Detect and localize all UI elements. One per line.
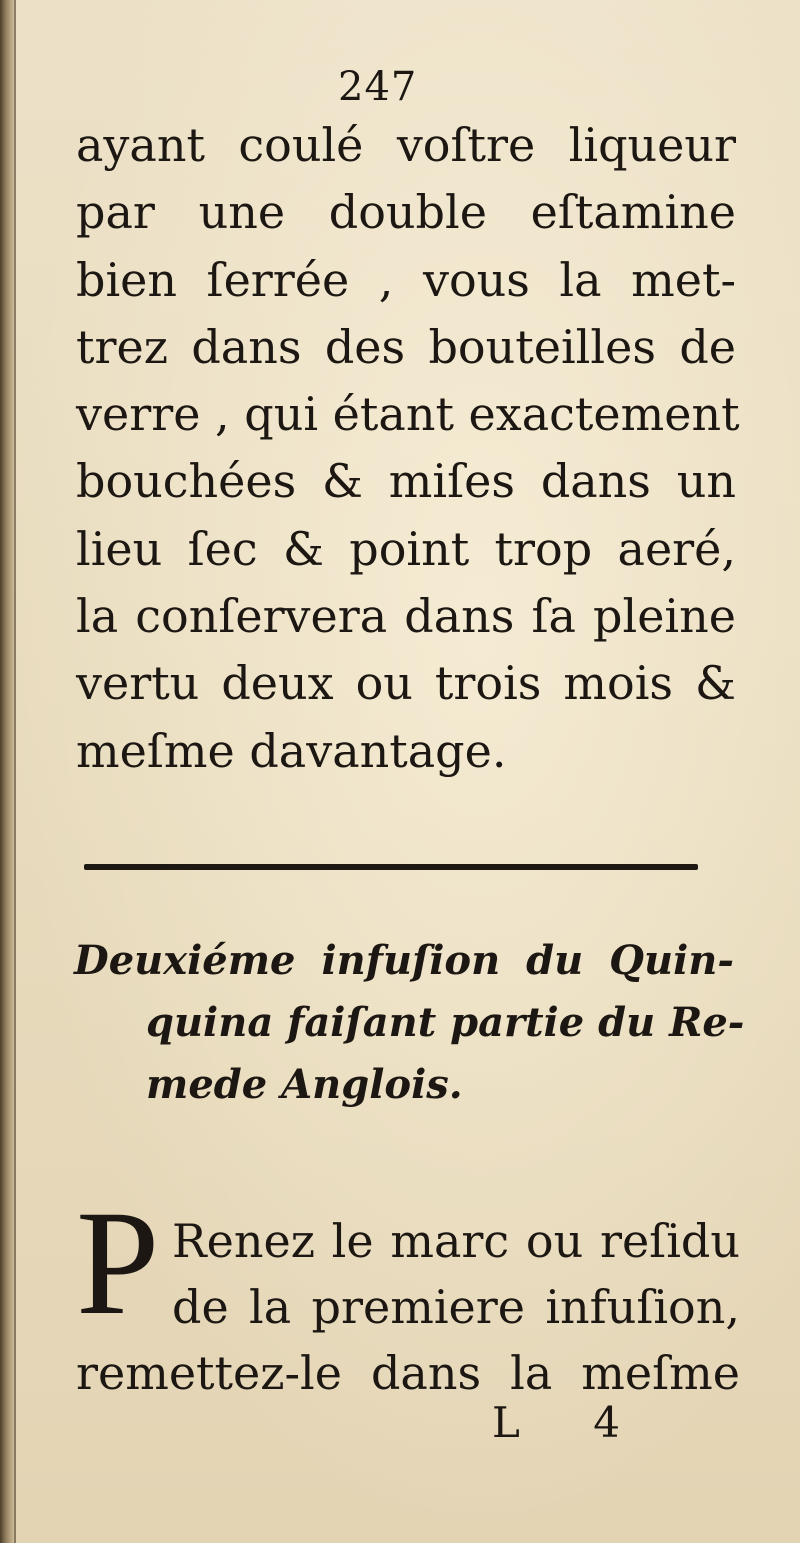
text-line: bien ſerrée , vous la met- <box>76 252 736 307</box>
paragraph-2 <box>76 1208 740 1406</box>
text-line: trez dans des bouteilles de <box>76 319 736 374</box>
page-number: 247 <box>338 64 418 110</box>
text-line: bouchées & miſes dans un <box>76 454 736 509</box>
text-line: verre , qui étant exactement <box>76 387 740 442</box>
drop-cap-initial: P <box>76 1180 160 1346</box>
heading-line: mede Anglois. <box>146 1061 463 1108</box>
text-line: vertu deux ou trois mois & <box>76 656 736 711</box>
text-line: lieu ſec & point trop aeré, <box>76 521 736 576</box>
text-line: de la premiere infuſion, <box>172 1280 740 1334</box>
text-line: Renez le marc ou reſidu <box>172 1214 740 1268</box>
paragraph-1 <box>76 112 740 785</box>
text-line: ayant coulé voſtre liqueur <box>76 118 736 172</box>
text-line: remettez-le dans la meſme <box>76 1346 740 1400</box>
section-divider-rule <box>84 864 698 870</box>
signature-mark: L 4 <box>492 1398 650 1447</box>
text-line: meſme davantage. <box>76 723 507 778</box>
section-heading <box>74 930 745 1116</box>
text-line: par une double eſtamine <box>76 185 736 240</box>
page-binding-edge <box>0 0 14 1543</box>
text-line: la conſervera dans ſa pleine <box>76 589 736 644</box>
heading-line: quina faiſant partie du Re- <box>146 999 745 1046</box>
heading-line: Deuxiéme infuſion du Quin- <box>74 937 734 984</box>
page-edge-line <box>14 0 16 1543</box>
